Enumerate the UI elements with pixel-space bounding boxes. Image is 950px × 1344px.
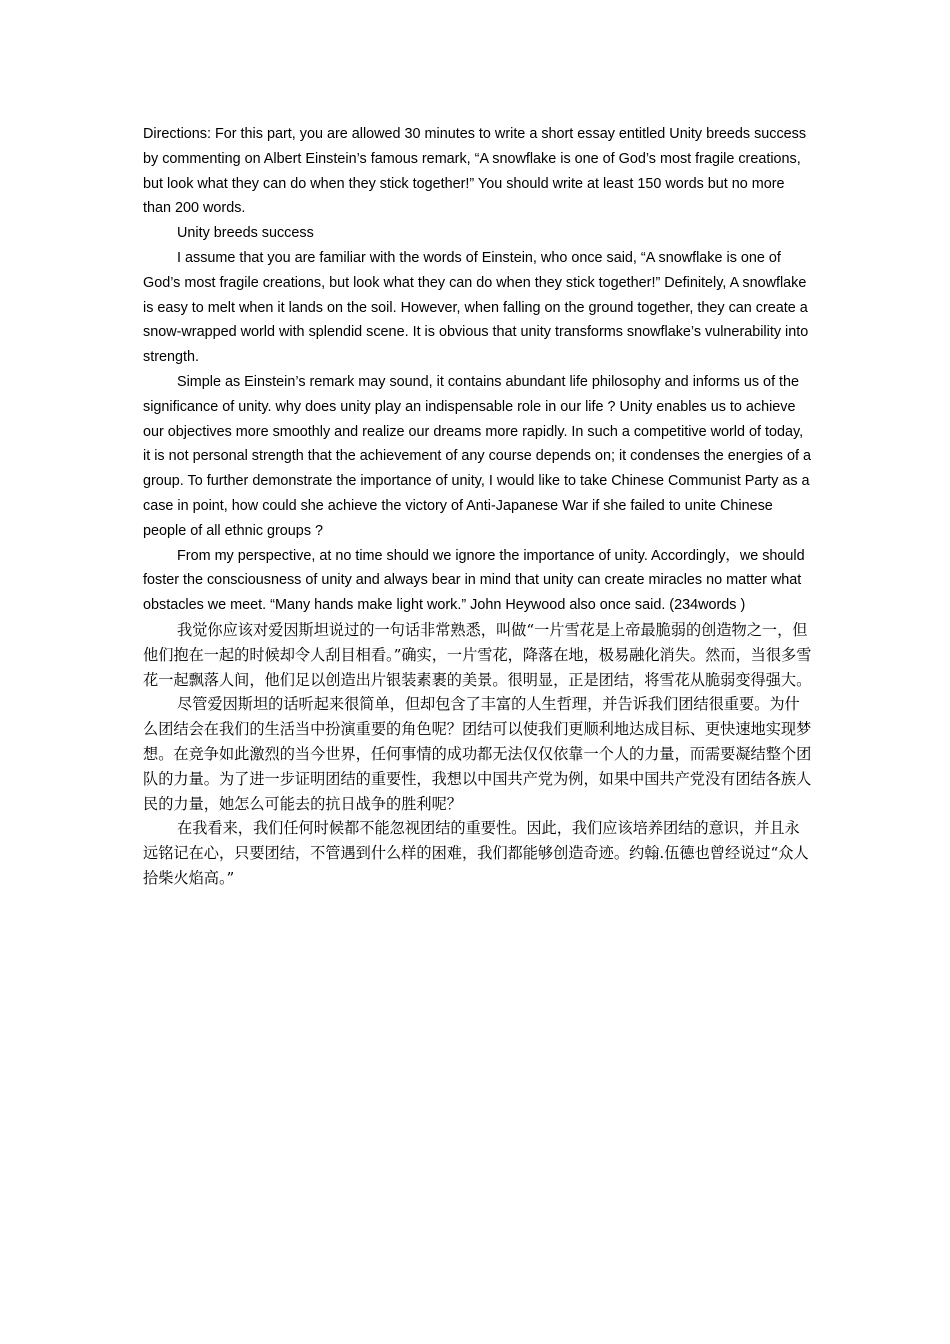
chinese-paragraph-2: 尽管爱因斯坦的话听起来很简单，但却包含了丰富的人生哲理，并告诉我们团结很重要。为什么团结会在我们的生活当中扮演重要的角色呢？团结可以使我们更顺利地达成目标、更快速地实现梦想。在竞争如此激烈的当今世界，任何事情的成功都无法仅仅依靠一个人的力量，而需要凝结整个团队的力量。为了进一步证明团结的重要性，我想以中国共产党为例，如果中国共产党没有团结各族人民的力量，她怎么可能去的抗日战争的胜利呢？ [143,695,812,813]
english-paragraph-1: I assume that you are familiar with the words of Einstein, who once said, “A snowflake is one of God’s most fragile creations, but look what they can do when they stick together!” Definitely, A snowflake is easy to melt when it lands on the soil. However, when falling on the ground together, they can create a snow-wrapped world with splendid scene. It is obvious that unity transforms snowflake’s vulnerability into strength. [143,249,809,366]
english-paragraph-3: From my perspective, at no time should we ignore the importance of unity. Accordingly，we should foster the consciousness of unity and always bear in mind that unity can create miracles no matter what obstacles we meet. “Many hands make light work.” John Heywood also once said. (234words ) [143,547,805,614]
english-paragraph-2: Simple as Einstein’s remark may sound, it contains abundant life philosophy and informs us of the significance of unity. why does unity play an indispensable role in our life ? Unity enables us to achieve our objectives more smoothly and realize our dreams more rapidly. In such a competitive world of today, it is not personal strength that the achievement of any course depends on; it condenses the energies of a group. To further demonstrate the importance of unity, I would like to take Chinese Communist Party as a case in point, how could she achieve the victory of Anti-Japanese War if she failed to unite Chinese people of all ethnic groups ? [143,373,811,539]
chinese-paragraph-3: 在我看来，我们任何时候都不能忽视团结的重要性。因此，我们应该培养团结的意识，并且永远铭记在心，只要团结，不管遇到什么样的困难，我们都能够创造奇迹。约翰.伍德也曾经说过“众人拾柴火焰高。” [143,819,809,887]
essay-title: Unity breeds success [177,225,314,242]
document-body [143,122,813,891]
directions-paragraph: Directions: For this part, you are allowed 30 minutes to write a short essay entitled Unity breeds success by commenting on Albert Einstein’s famous remark, “A snowflake is one of God’s most fragile creations, but look what they can do when they stick together!” You should write at least 150 words but no more than 200 words. [143,126,807,217]
chinese-paragraph-1: 我觉你应该对爱因斯坦说过的一句话非常熟悉，叫做“一片雪花是上帝最脆弱的创造物之一，但他们抱在一起的时候却令人刮目相看。”确实，一片雪花，降落在地，极易融化消失。然而，当很多雪花一起飘落人间，他们足以创造出片银装素裹的美景。很明显，正是团结，将雪花从脆弱变得强大。 [143,620,812,689]
